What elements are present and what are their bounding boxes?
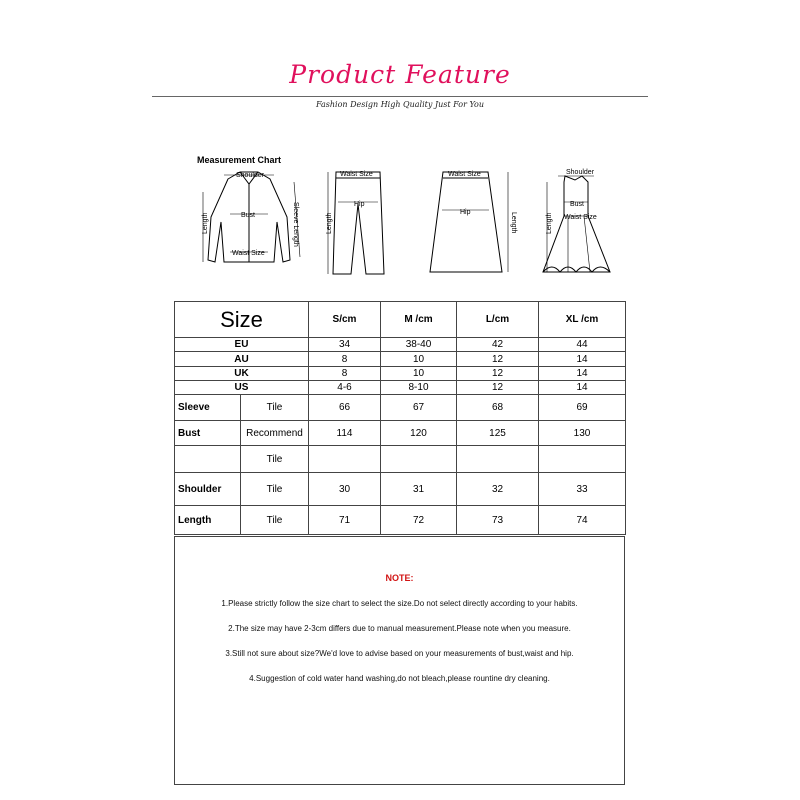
table-cell: 69	[539, 395, 626, 421]
row-label-au: AU	[175, 352, 309, 367]
shirt-shoulder-label: Shoulder	[236, 172, 265, 179]
table-row	[175, 352, 626, 367]
column-header-s: S/cm	[309, 302, 381, 338]
skirt-diagram	[430, 172, 508, 272]
table-cell: 44	[539, 338, 626, 352]
shirt-sleeve-label: Sleeve Length	[292, 202, 299, 247]
table-cell: 30	[309, 473, 381, 506]
row-sublabel: Tile	[241, 395, 309, 421]
table-cell: 72	[381, 506, 457, 535]
skirt-length-label: Length	[510, 212, 517, 234]
row-label-sleeve: Sleeve	[175, 395, 241, 421]
row-sublabel: Tile	[241, 506, 309, 535]
row-label-eu: EU	[175, 338, 309, 352]
table-cell: 12	[457, 381, 539, 395]
table-row	[175, 421, 626, 446]
table-cell: 114	[309, 421, 381, 446]
table-cell: 31	[381, 473, 457, 506]
table-row	[175, 381, 626, 395]
note-title: NOTE:	[385, 573, 414, 583]
table-cell	[309, 446, 381, 473]
dress-diagram	[543, 176, 610, 272]
table-cell: 8	[309, 367, 381, 381]
row-label-bust: Bust	[175, 421, 241, 446]
table-row	[175, 367, 626, 381]
table-cell: 74	[539, 506, 626, 535]
row-sublabel: Tile	[241, 473, 309, 506]
table-cell: 14	[539, 352, 626, 367]
table-cell: 120	[381, 421, 457, 446]
table-cell	[457, 446, 539, 473]
skirt-hip-label: Hip	[460, 209, 471, 216]
note-item-3: 3.Still not sure about size?We'd love to advise based on your measurements of bust,waist and hip.	[225, 649, 574, 658]
table-cell: 34	[309, 338, 381, 352]
table-cell	[381, 446, 457, 473]
table-cell: 71	[309, 506, 381, 535]
shirt-waist-label: Waist Size	[232, 250, 265, 257]
note-item-1: 1.Please strictly follow the size chart to select the size.Do not select directly according to your habits.	[221, 599, 578, 608]
row-label-us: US	[175, 381, 309, 395]
table-row	[175, 506, 626, 535]
table-cell: 8-10	[381, 381, 457, 395]
note-item-2: 2.The size may have 2-3cm differs due to manual measurement.Please note when you measure.	[228, 624, 571, 633]
notes-box	[174, 536, 625, 785]
row-label-shoulder: Shoulder	[175, 473, 241, 506]
dress-shoulder-label: Shoulder	[566, 169, 595, 176]
table-cell	[539, 446, 626, 473]
dress-length-label: Length	[546, 212, 553, 234]
garment-diagrams	[190, 162, 620, 287]
column-header-xl: XL /cm	[539, 302, 626, 338]
dress-waist-label: Waist Size	[564, 214, 597, 221]
table-cell: 73	[457, 506, 539, 535]
table-cell: 42	[457, 338, 539, 352]
row-label-uk: UK	[175, 367, 309, 381]
table-cell: 67	[381, 395, 457, 421]
pants-diagram	[328, 172, 384, 274]
table-cell: 12	[457, 352, 539, 367]
page-title: Product Feature	[289, 60, 511, 89]
header-divider	[152, 96, 648, 97]
column-header-l: L/cm	[457, 302, 539, 338]
table-row	[175, 446, 626, 473]
row-label-blank	[175, 446, 241, 473]
table-cell: 8	[309, 352, 381, 367]
table-cell: 4-6	[309, 381, 381, 395]
table-cell: 14	[539, 367, 626, 381]
size-table	[174, 301, 626, 535]
table-cell: 125	[457, 421, 539, 446]
row-label-length: Length	[175, 506, 241, 535]
table-cell: 32	[457, 473, 539, 506]
row-sublabel: Recommend	[241, 421, 309, 446]
skirt-waist-label: Waist Size	[448, 171, 481, 178]
pants-hip-label: Hip	[354, 201, 365, 208]
pants-waist-label: Waist Size	[340, 171, 373, 178]
note-item-4: 4.Suggestion of cold water hand washing,do not bleach,please rountine dry cleaning.	[249, 674, 550, 683]
table-cell: 14	[539, 381, 626, 395]
dress-bust-label: Bust	[570, 201, 585, 208]
row-sublabel: Tile	[241, 446, 309, 473]
table-cell: 10	[381, 352, 457, 367]
table-cell: 130	[539, 421, 626, 446]
page-subtitle: Fashion Design High Quality Just For You	[315, 100, 485, 109]
table-cell: 66	[309, 395, 381, 421]
measurement-chart-label: Measurement Chart	[197, 155, 282, 165]
table-row	[175, 338, 626, 352]
table-row	[175, 302, 626, 338]
table-cell: 33	[539, 473, 626, 506]
table-cell: 10	[381, 367, 457, 381]
column-header-m: M /cm	[381, 302, 457, 338]
pants-length-label: Length	[326, 212, 333, 234]
table-cell: 12	[457, 367, 539, 381]
shirt-length-label: Length	[202, 212, 209, 234]
table-cell: 38-40	[381, 338, 457, 352]
shirt-bust-label: Bust	[241, 212, 256, 219]
table-row	[175, 395, 626, 421]
table-cell: 68	[457, 395, 539, 421]
table-row	[175, 473, 626, 506]
size-header-cell: Size	[175, 302, 309, 338]
